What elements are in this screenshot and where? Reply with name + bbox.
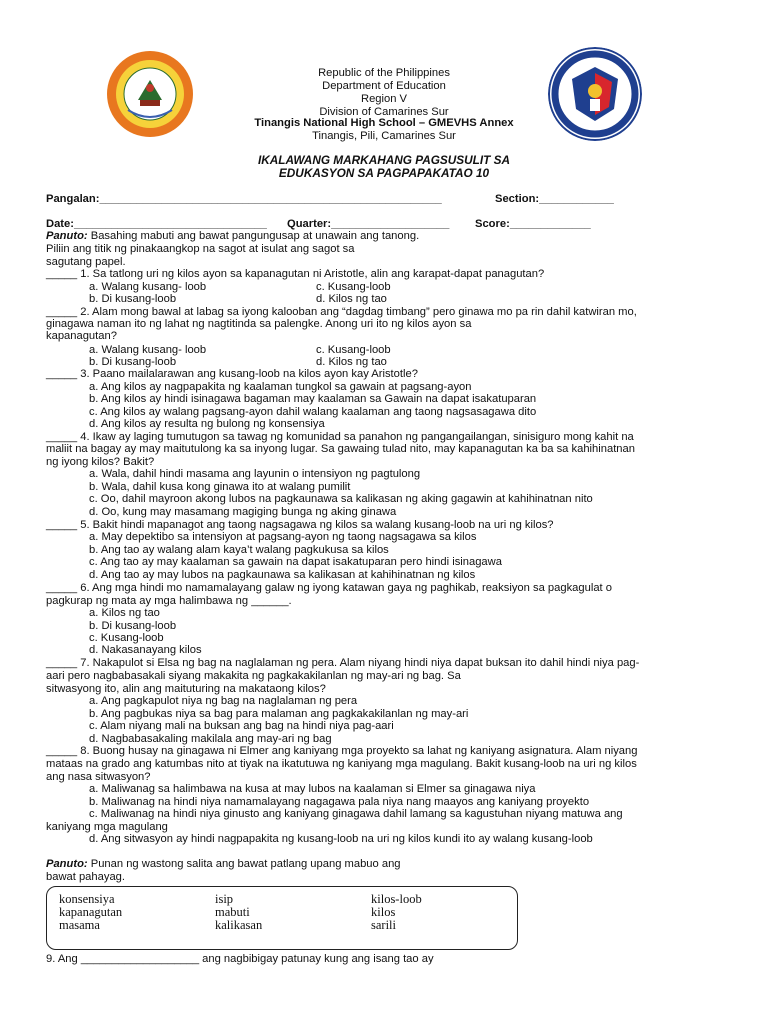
question-2-stem-line3: kapanagutan? (46, 330, 117, 342)
question-7-option-a: a. Ang pagkapulot niya ng bag na naglalaman ng pera (89, 695, 358, 707)
quarter-field[interactable]: Quarter:___________________ (287, 218, 450, 230)
question-9-stem: 9. Ang ___________________ ang nagbibigay patunay kung ang isang tao ay (46, 953, 434, 965)
exam-title-line2: EDUKASYON SA PAGPAPAKATAO 10 (278, 166, 490, 180)
question-4-stem-line2: maliit na bagay ay may maitutulong ka sa inyong lugar. Sa gawaing tulad nito, may kapanagutan ka ba sa kahihinatnan (46, 443, 635, 455)
question-2-stem-line2: ginagawa naman ito ng lahat ng nagtitinda sa palengke. Anong uri ito ng kilos ayon sa (46, 318, 472, 330)
word-bank-item: masama (59, 918, 100, 932)
question-6-option-c: c. Kusang-loob (89, 632, 164, 644)
instructions-1-line3: sagutang papel. (46, 256, 126, 268)
score-field[interactable]: Score:_____________ (475, 218, 591, 230)
question-4-option-d: d. Oo, kung may masamang magiging bunga ng aking ginawa (89, 506, 397, 518)
question-4-option-b: b. Wala, dahil kusa kong ginawa ito at walang pumilit (89, 481, 351, 493)
question-7-option-d: d. Nagbabasakaling makilala ang may-ari ng bag (89, 733, 332, 745)
question-8-option-c-line1: c. Maliwanag na hindi niya ginusto ang kaniyang ginagawa dahil lamang sa kagustuhan niyang matuwa ang (89, 808, 623, 820)
word-bank-box (46, 886, 518, 950)
instructions-2-text: Punan ng wastong salita ang bawat patlang upang mabuo ang (87, 858, 401, 870)
question-5-option-d: d. Ang tao ay may lubos na pagkaunawa sa kalikasan at kahihinatnan ng kilos (89, 569, 476, 581)
question-2-option-a: a. Walang kusang- loob (89, 344, 207, 356)
question-4-stem-line3: ng iyong kilos? Bakit? (46, 456, 155, 468)
question-3-option-d: d. Ang kilos ay resulta ng bulong ng konsensiya (89, 418, 325, 430)
question-6-stem-line2: pagkurap ng mata ay mga halimbawa ng ______. (46, 595, 292, 607)
question-7-option-b: b. Ang pagbukas niya sa bag para malaman ang pagkakakilanlan ng may-ari (89, 708, 469, 720)
question-3-option-a: a. Ang kilos ay nagpapakita ng kaalaman tungkol sa gawain at pagsang-ayon (89, 381, 472, 393)
question-8-stem-line2: mataas na grado ang katumbas nito at tiyak na ikatutuwa ng kaniyang mga magulang. Bakit kusang-loob na uri ng kilos (46, 758, 637, 770)
question-5-option-c: c. Ang tao ay may kaalaman sa gawain na dapat isakatuparan pero hindi isinagawa (89, 556, 502, 568)
question-6-option-b: b. Di kusang-loob (89, 620, 177, 632)
question-2-option-c: c. Kusang-loob (316, 344, 391, 356)
question-1-option-d: d. Kilos ng tao (316, 293, 387, 305)
instructions-2 (46, 858, 401, 871)
question-3-option-c: c. Ang kilos ay walang pagsang-ayon dahil walang kaalaman ang taong nagsasagawa dito (89, 406, 537, 418)
question-4-option-a: a. Wala, dahil hindi masama ang layunin o intensiyon ng pagtulong (89, 468, 421, 480)
question-8-option-d: d. Ang sitwasyon ay hindi nagpapakita ng kusang-loob na uri ng kilos kundi ito ay walang kusang-loob (89, 833, 593, 845)
question-5-stem: _____ 5. Bakit hindi mapanagot ang taong nagsagawa ng kilos sa walang kusang-loob na uri ng kilos? (46, 519, 554, 531)
question-8-option-a: a. Maliwanag sa halimbawa na kusa at may lubos na kaalaman si Elmer sa ginagawa niya (89, 783, 536, 795)
question-1-stem: _____ 1. Sa tatlong uri ng kilos ayon sa kapanagutan ni Aristotle, alin ang karapat-dapat panagutan? (46, 268, 545, 280)
instructions-1-label: Panuto: (46, 230, 88, 242)
question-6-option-d: d. Nakasanayang kilos (89, 644, 202, 656)
question-1-option-b: b. Di kusang-loob (89, 293, 177, 305)
question-5-option-a: a. May depektibo sa intensiyon at pagsang-ayon ng taong nagsagawa sa kilos (89, 531, 477, 543)
question-7-stem-line1: _____ 7. Nakapulot si Elsa ng bag na naglalaman ng pera. Alam niyang hindi niya dapat buksan ito dahil hindi niya pag- (46, 657, 640, 669)
header-address: Tinangis, Pili, Camarines Sur (312, 130, 456, 142)
question-2-option-b: b. Di kusang-loob (89, 356, 177, 368)
word-bank-item: isip (215, 892, 234, 906)
word-bank-item: kapanagutan (59, 905, 123, 919)
question-7-option-c: c. Alam niyang mali na buksan ang bag na hindi niya pag-aari (89, 720, 394, 732)
question-1-option-a: a. Walang kusang- loob (89, 281, 207, 293)
exam-title-line1: IKALAWANG MARKAHANG PAGSUSULIT SA (257, 153, 511, 167)
header-division: Division of Camarines Sur (319, 106, 449, 118)
instructions-2-label: Panuto: (46, 858, 88, 870)
question-2-stem-line1: _____ 2. Alam mong bawal at labag sa iyong kalooban ang “dagdag timbang” pero ginawa mo pa rin dahil katwiran mo, (46, 306, 637, 318)
word-bank-item: kilos (371, 905, 396, 919)
instructions-1-line2: Piliin ang titik ng pinakaangkop na sagot at isulat ang sagot sa (46, 243, 355, 255)
instructions-1-text: Basahing mabuti ang bawat pangungusap at unawain ang tanong. (87, 230, 420, 242)
question-4-option-c: c. Oo, dahil mayroon akong lubos na pagkaunawa sa kalikasan ng aking gagawin at kahihinatnan nito (89, 493, 593, 505)
date-field[interactable]: Date:_______________________________ (46, 218, 267, 230)
question-7-stem-line2: aari pero nagbabasakali siyang makakita ng pagkakakilanlan ng may-ari ng bag. Sa (46, 670, 461, 682)
question-8-option-b: b. Maliwanag na hindi niya namamalayang nagagawa pala niya nang maayos ang kaniyang proyekto (89, 796, 590, 808)
question-8-option-c-line2: kaniyang mga magulang (46, 821, 168, 833)
question-6-option-a: a. Kilos ng tao (89, 607, 160, 619)
word-bank-item: mabuti (215, 905, 250, 919)
instructions-1 (46, 230, 419, 243)
question-2-option-d: d. Kilos ng tao (316, 356, 387, 368)
header-school-name: Tinangis National High School – GMEVHS Annex (254, 117, 514, 129)
header-department: Department of Education (322, 80, 446, 92)
word-bank-item: kalikasan (215, 918, 263, 932)
question-8-stem-line3: ang nasa sitwasyon? (46, 771, 151, 783)
header-region: Region V (360, 93, 408, 105)
name-field[interactable]: Pangalan:_______________________________________________________ (46, 193, 442, 205)
instructions-2-line2: bawat pahayag. (46, 871, 125, 883)
question-6-stem-line1: _____ 6. Ang mga hindi mo namamalayang galaw ng iyong katawan gaya ng paghikab, reaksiyon sa pagkagulat o (46, 582, 612, 594)
section-field[interactable]: Section:____________ (495, 193, 614, 205)
question-8-stem-line1: _____ 8. Buong husay na ginagawa ni Elmer ang kaniyang mga proyekto sa lahat ng kaniyang asignatura. Alam niyang (46, 745, 638, 757)
question-3-option-b: b. Ang kilos ay hindi isinagawa bagaman may kaalaman sa Gawain na dapat isakatuparan (89, 393, 537, 405)
question-4-stem-line1: _____ 4. Ikaw ay laging tumutugon sa tawag ng komunidad sa panahon ng pangangailangan, sinisiguro mong kahit na (46, 431, 634, 443)
question-1-option-c: c. Kusang-loob (316, 281, 391, 293)
question-3-stem: _____ 3. Paano mailalarawan ang kusang-loob na kilos ayon kay Aristotle? (46, 368, 418, 380)
question-7-stem-line3: sitwasyong ito, alin ang maituturing na makataong kilos? (46, 683, 326, 695)
word-bank-item: kilos-loob (371, 892, 422, 906)
header-republic: Republic of the Philippines (318, 67, 450, 79)
question-5-option-b: b. Ang tao ay walang alam kaya’t walang pagkukusa sa kilos (89, 544, 389, 556)
word-bank-item: konsensiya (59, 892, 115, 906)
word-bank-item: sarili (371, 918, 396, 932)
